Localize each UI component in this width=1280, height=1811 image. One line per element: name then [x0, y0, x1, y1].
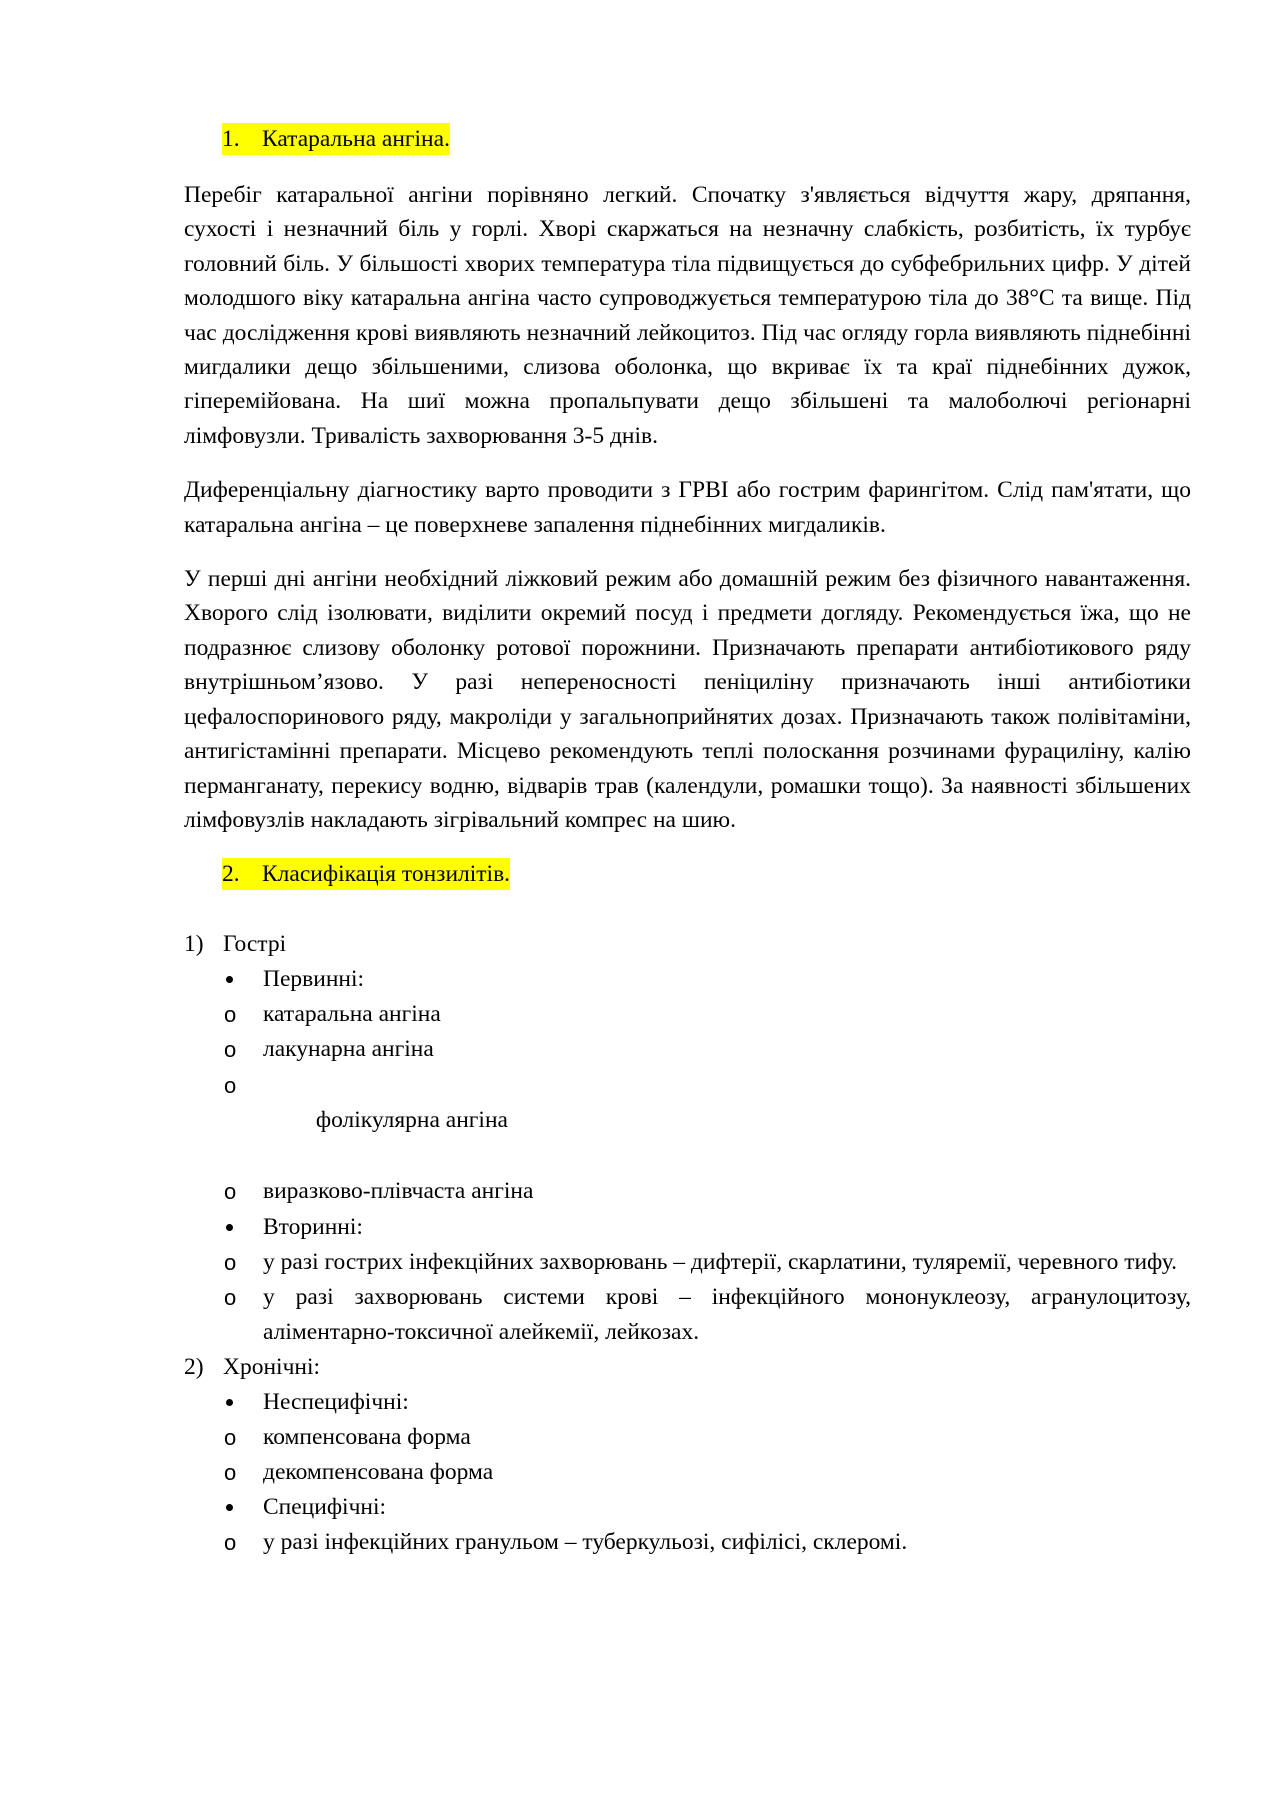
list-item-primary: [184, 962, 1191, 997]
list-item-label: лакунарна ангіна: [263, 1036, 434, 1063]
circle-bullet-icon: o: [224, 1284, 237, 1310]
heading-title: Класифікація тонзилітів.: [262, 861, 511, 888]
list-item-label: Специфічні:: [263, 1494, 387, 1521]
list-item-label: Вторинні:: [263, 1213, 363, 1240]
circle-bullet-icon: o: [224, 1002, 237, 1028]
list-item-label: у разі захворювань системи крові – інфекційного мононуклеозу, агранулоцитозу, аліментарно-токсичної алейкемії, лейкозах.: [263, 1283, 1191, 1345]
circle-bullet-icon: o: [224, 1249, 237, 1275]
list-item-label: катаральна ангіна: [263, 1001, 441, 1028]
list-item: [184, 1174, 1191, 1210]
list-item-label: фолікулярна ангіна: [310, 1107, 508, 1134]
bullet-icon: [226, 976, 233, 983]
list-item-label: Хронічні:: [223, 1353, 321, 1380]
list-item-label: виразково-плівчаста ангіна: [263, 1178, 534, 1205]
list-item-acute: [184, 927, 1191, 962]
list-item: [184, 1032, 1191, 1068]
circle-bullet-icon: o: [224, 1179, 237, 1205]
list-item-chronic: [184, 1350, 1191, 1385]
list-item-label: компенсована форма: [263, 1423, 471, 1450]
heading-highlight: [222, 858, 510, 890]
heading-title: Катаральна ангіна.: [262, 126, 450, 152]
list-item-nonspecific: [184, 1385, 1191, 1420]
classification-list: [184, 927, 1191, 1560]
heading-highlight: [222, 123, 450, 155]
paragraph-treatment: У перші дні ангіни необхідний ліжковий режим або домашній режим без фізичного навантаження. Хворого слід ізолювати, виділити окремий посуд і предмети догляду. Рекомендується їжа, що не подразнює слизову оболонку ротової порожнини. Призначають препарати антибіотикового ряду внутрішньом’язово. У разі непереносності пеніциліну призначають інші антибіотики цефалоспоринового ряду, макроліди у загальноприйнятих дозах. Призначають також полівітаміни, антигістамінні препарати. Місцево рекомендують теплі полоскання розчинами фурациліну, калію перманганату, перекису водню, відварів трав (календули, ромашки тощо). За наявності збільшених лімфовузлів накладають зігрівальний компрес на шию.: [184, 566, 1191, 833]
bullet-icon: [226, 1399, 233, 1406]
bullet-icon: [226, 1504, 233, 1511]
document-content: [184, 122, 1191, 1560]
circle-bullet-icon: o: [224, 1424, 237, 1450]
list-item: [184, 997, 1191, 1032]
circle-bullet-icon: o: [224, 1459, 237, 1485]
list-item-label: декомпенсована форма: [263, 1458, 494, 1485]
list-item: [184, 1280, 1191, 1350]
list-item-label: у разі інфекційних гранульом – туберкульозі, сифілісі, склеромі.: [263, 1529, 908, 1556]
section-heading-2: [222, 857, 1191, 891]
heading-number: 2.: [222, 861, 240, 888]
circle-bullet-icon: o: [224, 1530, 237, 1556]
section-heading-1: [222, 122, 1191, 156]
list-item-secondary: [184, 1210, 1191, 1245]
circle-bullet-icon: o: [224, 1037, 237, 1063]
list-item: [184, 1068, 1191, 1175]
list-item-label: Неспецифічні:: [263, 1388, 409, 1415]
list-item-label: у разі гострих інфекційних захворювань – дифтерії, скарлатини, туляремії, черевного тифу.: [263, 1248, 1177, 1275]
list-item: [184, 1245, 1191, 1280]
circle-bullet-icon: o: [224, 1072, 237, 1098]
list-item: [184, 1455, 1191, 1491]
list-item: [184, 1525, 1191, 1560]
list-item-specific: [184, 1490, 1191, 1525]
paragraph-symptoms: Перебіг катаральної ангіни порівняно легкий. Спочатку з'являється відчуття жару, дряпання, сухості і незначний біль у горлі. Хворі скаржаться на незначну слабкість, розбитість, їх турбує головний біль. У більшості хворих температура тіла підвищується до субфебрильних цифр. У дітей молодшого віку катаральна ангіна часто супроводжується температурою тіла до 38°С та вище. Під час дослідження крові виявляють незначний лейкоцитоз. Під час огляду горла виявляють піднебінні мигдалики дещо збільшеними, слизова оболонка, що вкриває їх та краї піднебінних дужок, гіперемійована. На шиї можна пропальпувати дещо збільшені та малоболючі регіонарні лімфовузли. Тривалість захворювання 3-5 днів.: [184, 182, 1191, 449]
list-marker: 1): [184, 931, 204, 958]
list-item: [184, 1420, 1191, 1455]
list-item-label: Гострі: [223, 931, 287, 958]
list-marker: 2): [184, 1353, 204, 1380]
list-item-label: Первинні:: [263, 966, 365, 993]
bullet-icon: [226, 1224, 233, 1231]
heading-number: 1.: [222, 126, 240, 152]
paragraph-differential: Диференціальну діагностику варто проводити з ГРВІ або гострим фарингітом. Слід пам'ятати, що катаральна ангіна – це поверхневе запалення піднебінних мигдаликів.: [184, 477, 1191, 538]
